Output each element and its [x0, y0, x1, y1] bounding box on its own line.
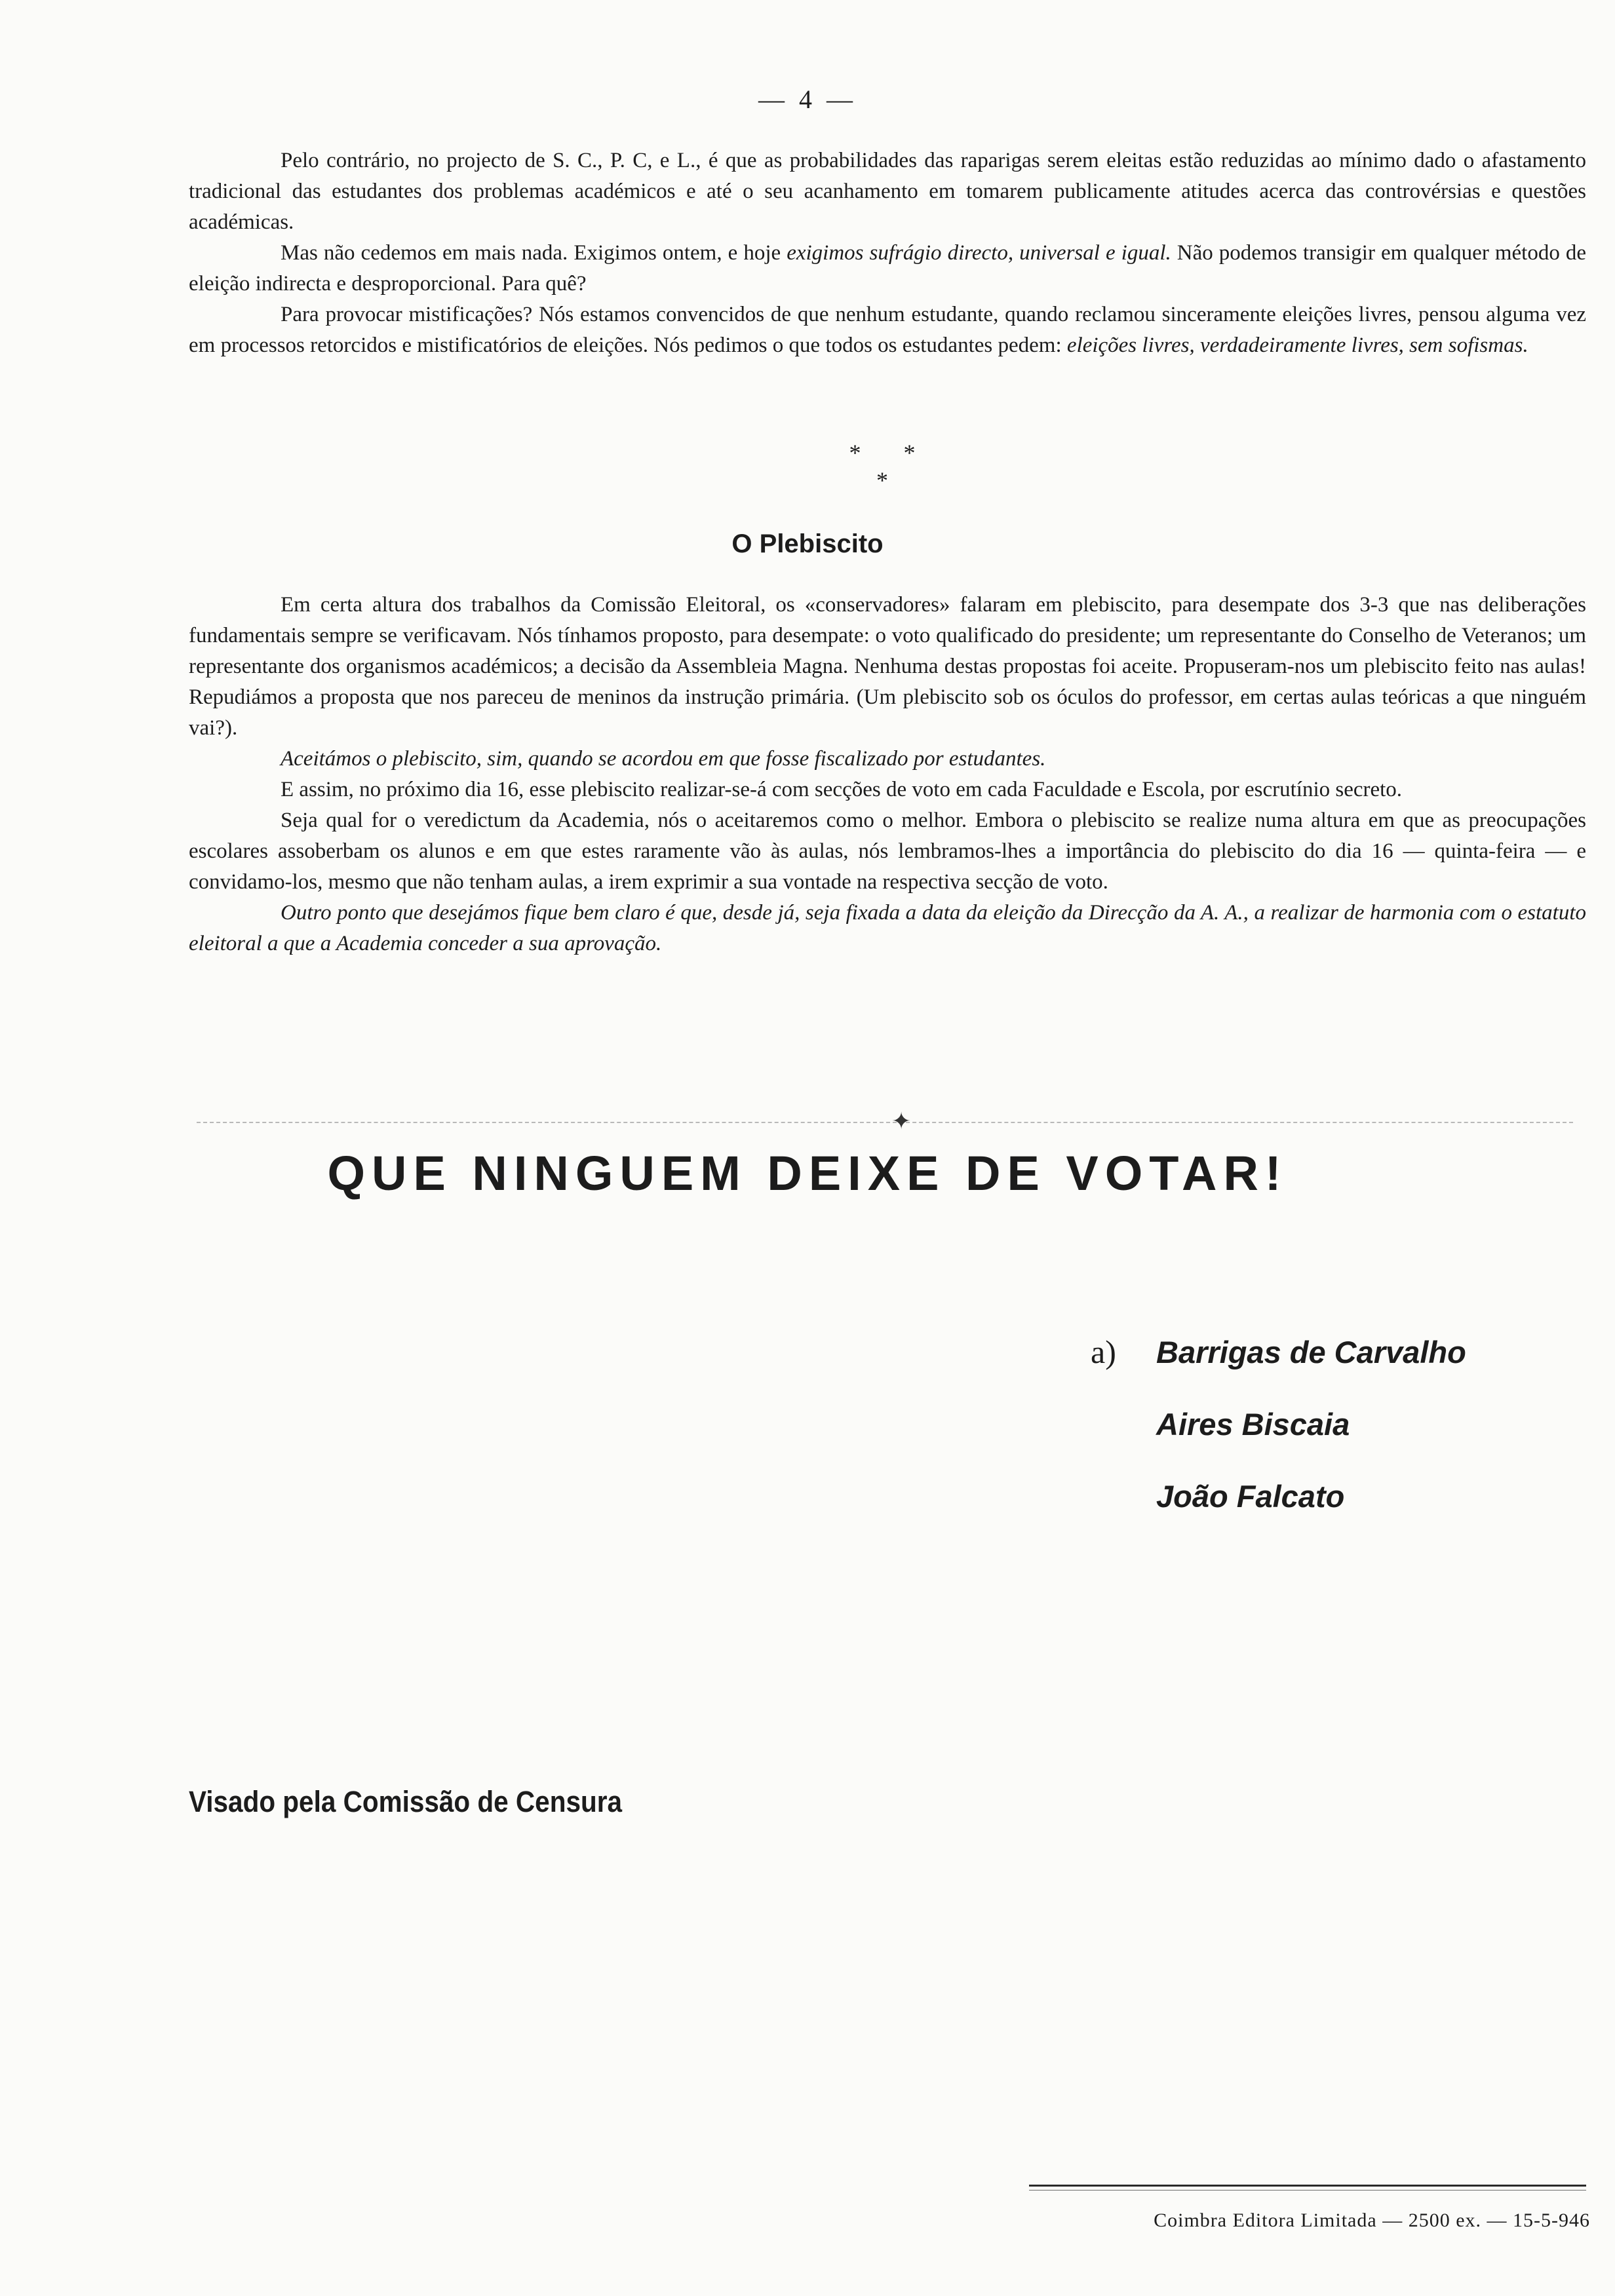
plebiscito-paragraph-5: Outro ponto que desejámos fique bem claro é que, desde já, seja fixada a data da eleição da Direcção da A. A., a realizar de harmonia com o estatuto eleitoral a que a Academia conceder a sua aprovação. — [189, 901, 1586, 955]
page-number: — 4 — — [758, 85, 857, 114]
divider-ornament: ✦ — [891, 1108, 912, 1134]
section-title: O Plebiscito — [731, 529, 884, 558]
censorship-note: Visado pela Comissão de Censura — [189, 1785, 622, 1818]
printer-line: Coimbra Editora Limitada — 2500 ex. — 15-5-946 — [1154, 2210, 1590, 2231]
divider-line — [197, 1122, 1573, 1123]
slogan-headline: QUE NINGUEM DEIXE DE VOTAR! — [327, 1146, 1288, 1200]
section-separator: * * * — [849, 440, 934, 493]
plebiscito-paragraph-2: Aceitámos o plebiscito, sim, quando se acordou em que fosse fiscalizado por estudantes. — [281, 747, 1046, 771]
signatory-name: João Falcato — [1156, 1479, 1345, 1514]
footer-rule — [1029, 2185, 1586, 2187]
signatory-name: Aires Biscaia — [1156, 1407, 1350, 1442]
plebiscito-text-block — [189, 590, 1586, 959]
plebiscito-paragraph-1: Em certa altura dos trabalhos da Comissão Eleitoral, os «conservadores» falaram em plebiscito, para desempate dos 3-3 que nas deliberações fundamentais sempre se verificavam. Nós tínhamos proposto, para desempate: o voto qualificado do presidente; um representante do Conselho de Veteranos; um representante dos organismos académicos; a decisão da Assembleia Magna. Nenhuma destas propostas foi aceite. Propuseram-nos um plebiscito feito nas aulas! Repudiámos a proposta que nos pareceu de meninos da instrução primária. (Um plebiscito sob os óculos do professor, em certas aulas teóricas a que ninguém vai?). — [189, 593, 1586, 740]
plebiscito-paragraph-4: Seja qual for o veredictum da Academia, nós o aceitaremos como o melhor. Embora o plebiscito se realize numa altura em que as preocupações escolares assoberbam os alunos e em que estes raramente vão às aulas, nós lembramos-lhes a importância do plebiscito do dia 16 — quinta-feira — e convidamo-los, mesmo que não tenham aulas, a irem exprimir a sua vontade na respectiva secção de voto. — [189, 809, 1586, 894]
signature-prefix: a) — [1091, 1333, 1116, 1370]
plebiscito-paragraph-3: E assim, no próximo dia 16, esse plebiscito realizar-se-á com secções de voto em cada Faculdade e Escola, por escrutínio secreto. — [281, 778, 1403, 801]
intro-paragraph-2: Mas não cedemos em mais nada. Exigimos ontem, e hoje exigimos sufrágio directo, universal e igual. Não podemos transigir em qualquer método de eleição indirecta e desproporcional. Para quê? — [189, 241, 1587, 296]
intro-text-block — [189, 145, 1586, 361]
intro-paragraph-1: Pelo contrário, no projecto de S. C., P. C, e L., é que as probabilidades das raparigas serem eleitas estão reduzidas ao mínimo dado o afastamento tradicional das estudantes dos problemas académicos e até o seu acanhamento em tomarem publicamente atitudes acerca das controvérsias e questões académicas. — [189, 149, 1586, 234]
signatory-name: Barrigas de Carvalho — [1156, 1335, 1466, 1369]
footer-rule-thin — [1029, 2190, 1586, 2191]
intro-paragraph-3: Para provocar mistificações? Nós estamos convencidos de que nenhum estudante, quando reclamou sinceramente eleições livres, pensou alguma vez em processos retorcidos e mistificatórios de eleições. Nós pedimos o que todos os estudantes pedem: eleições livres, verdadeiramente livres, sem sofismas. — [189, 303, 1586, 357]
